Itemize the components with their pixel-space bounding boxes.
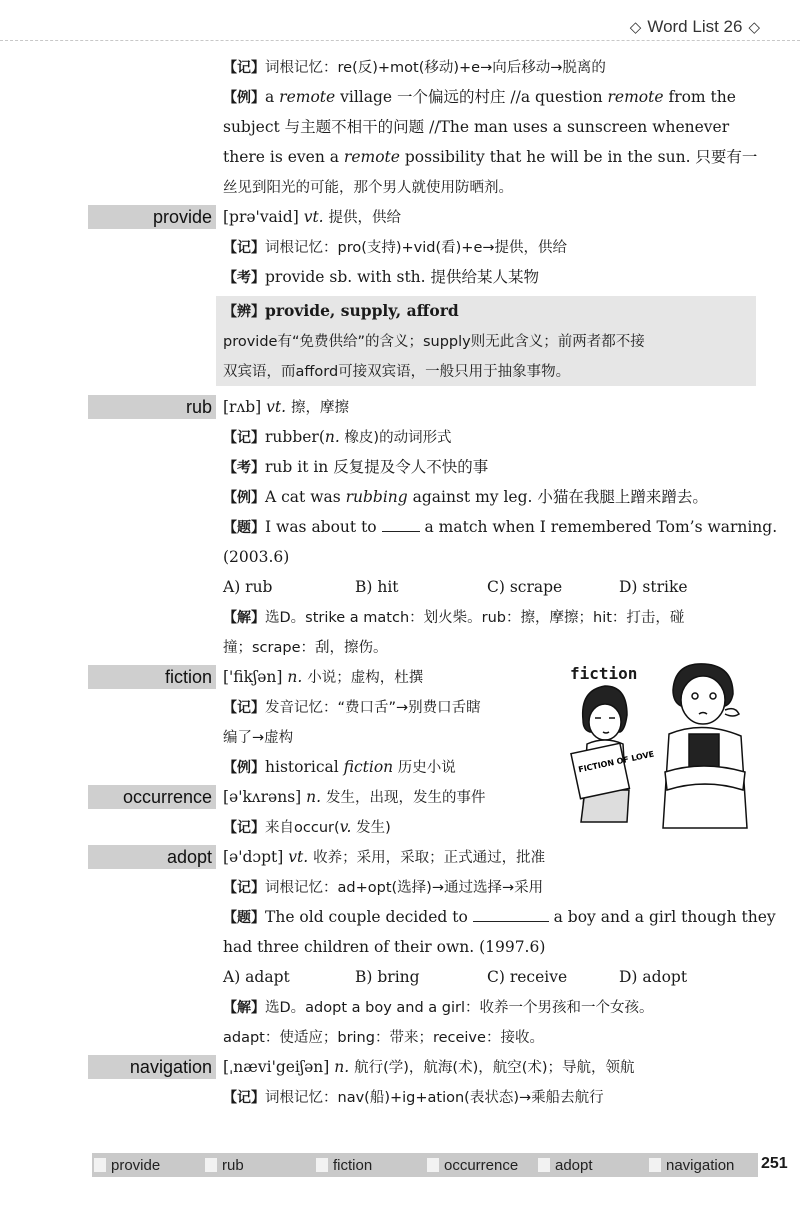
option-b: B) hit (355, 578, 399, 596)
option-a: A) adapt (223, 968, 290, 986)
illustration-label: fiction (570, 664, 638, 683)
occurrence-definition: [ə'kʌrəns] n. 发生，出现，发生的事件 (223, 788, 486, 806)
square-icon (427, 1158, 439, 1172)
provide-ji: 【记】词根记忆：pro(支持)+vid(看)+e→提供，供给 (223, 240, 568, 256)
header-divider (0, 40, 800, 41)
entry-provide (0, 202, 800, 232)
option-a: A) rub (223, 578, 273, 596)
book-title: FICTION OF LOVE (577, 749, 655, 775)
footer-item-provide: provide (92, 1157, 203, 1174)
footer-item-occurrence: occurrence (425, 1157, 536, 1174)
headword-adopt: adopt (88, 845, 216, 869)
running-header (630, 14, 760, 40)
page-content (0, 52, 800, 1112)
footer-word-index (92, 1153, 758, 1177)
remote-ji: 【记】词根记忆：re(反)+mot(移动)+e→向后移动→脱离的 (223, 60, 606, 76)
headword-rub: rub (88, 395, 216, 419)
boy-figure (663, 664, 747, 828)
adopt-jie-1: 【解】选D。adopt a boy and a girl：收养一个男孩和一个女孩。 (223, 1000, 654, 1016)
provide-bian-line-1: provide有“免费供给”的含义；supply则无此含义；前两者都不接 (223, 334, 645, 350)
square-icon (94, 1158, 106, 1172)
provide-bian-box (216, 296, 756, 386)
remote-li-line-2: subject 与主题不相干的问题 //The man uses a sunscreen whenever (223, 118, 730, 136)
remote-li-line-1: 【例】a remote village 一个偏远的村庄 //a question remote from the (223, 88, 736, 106)
rub-definition: [rʌb] vt. 擦，摩擦 (223, 398, 349, 416)
headword-fiction: fiction (88, 665, 216, 689)
entry-rub (0, 392, 800, 422)
word-list-title: Word List 26 (647, 17, 743, 36)
adopt-ji: 【记】词根记忆：ad+opt(选择)→通过选择→采用 (223, 880, 544, 896)
adopt-ti: 【题】The old couple decided to a boy and a girl though they (223, 902, 755, 932)
headword-provide: provide (88, 205, 216, 229)
entry-adopt (0, 842, 800, 872)
footer-item-rub: rub (203, 1157, 314, 1174)
square-icon (538, 1158, 550, 1172)
rub-ji: 【记】rubber(n. 橡皮)的动词形式 (223, 428, 452, 446)
provide-definition: [prə'vaid] vt. 提供，供给 (223, 208, 402, 226)
page-number: 251 (761, 1155, 788, 1172)
adopt-options (223, 962, 755, 992)
rub-kao: 【考】rub it in 反复提及令人不快的事 (223, 458, 489, 476)
adopt-definition: [ə'dɔpt] vt. 收养；采用，采取；正式通过，批准 (223, 848, 546, 866)
footer-item-navigation: navigation (647, 1157, 758, 1174)
navigation-definition: [ˌnævi'geiʃən] n. 航行(学)，航海(术)，航空(术)；导航，领航 (223, 1058, 635, 1076)
fiction-ji-1: 【记】发音记忆：“费口舌”→别费口舌瞎 (223, 700, 481, 716)
option-d: D) strike (619, 578, 688, 596)
option-d: D) adopt (619, 968, 688, 986)
fiction-illustration (565, 660, 760, 830)
provide-bian-line-2: 双宾语，而afford可接双宾语，一般只用于抽象事物。 (223, 364, 571, 380)
fiction-li: 【例】historical fiction 历史小说 (223, 758, 456, 776)
option-c: C) receive (487, 968, 568, 986)
adopt-jie-2: adapt：使适应；bring：带来；receive：接收。 (223, 1030, 544, 1046)
remote-li-line-4: 丝见到阳光的可能，那个男人就使用防晒剂。 (223, 180, 513, 196)
navigation-ji: 【记】词根记忆：nav(船)+ig+ation(表状态)→乘船去航行 (223, 1090, 604, 1106)
remote-li-line-3: there is even a remote possibility that he will be in the sun. 只要有一 (223, 148, 758, 166)
provide-bian-title: 【辨】provide, supply, afford (223, 301, 459, 320)
fiction-ji-2: 编了→虚构 (223, 730, 294, 746)
footer-item-fiction: fiction (314, 1157, 425, 1174)
diamond-icon: ◇ (629, 19, 642, 36)
option-b: B) bring (355, 968, 420, 986)
rub-ti-year: (2003.6) (223, 548, 290, 566)
square-icon (649, 1158, 661, 1172)
rub-jie-1: 【解】选D。strike a match：划火柴。rub：擦，摩擦；hit：打击，碰 (223, 610, 685, 626)
entry-navigation (0, 1052, 800, 1082)
square-icon (316, 1158, 328, 1172)
rub-options (223, 572, 755, 602)
square-icon (205, 1158, 217, 1172)
diamond-icon: ◇ (748, 19, 760, 36)
headword-navigation: navigation (88, 1055, 216, 1079)
answer-blank (382, 515, 420, 532)
rub-ti: 【题】I was about to a match when I remembered Tom’s warning. (223, 512, 755, 542)
option-c: C) scrape (487, 578, 563, 596)
rub-jie-2: 撞；scrape：刮，擦伤。 (223, 640, 388, 656)
provide-kao: 【考】provide sb. with sth. 提供给某人某物 (223, 268, 540, 286)
footer-item-adopt: adopt (536, 1157, 647, 1174)
occurrence-ji: 【记】来自occur(v. 发生) (223, 818, 391, 836)
headword-occurrence: occurrence (88, 785, 216, 809)
rub-li: 【例】A cat was rubbing against my leg. 小猫在我腿上蹭来蹭去。 (223, 488, 708, 506)
fiction-definition: ['fikʃən] n. 小说；虚构，杜撰 (223, 668, 424, 686)
book-icon (571, 743, 655, 798)
adopt-ti-line-2: had three children of their own. (1997.6) (223, 938, 546, 956)
answer-blank (473, 905, 549, 922)
